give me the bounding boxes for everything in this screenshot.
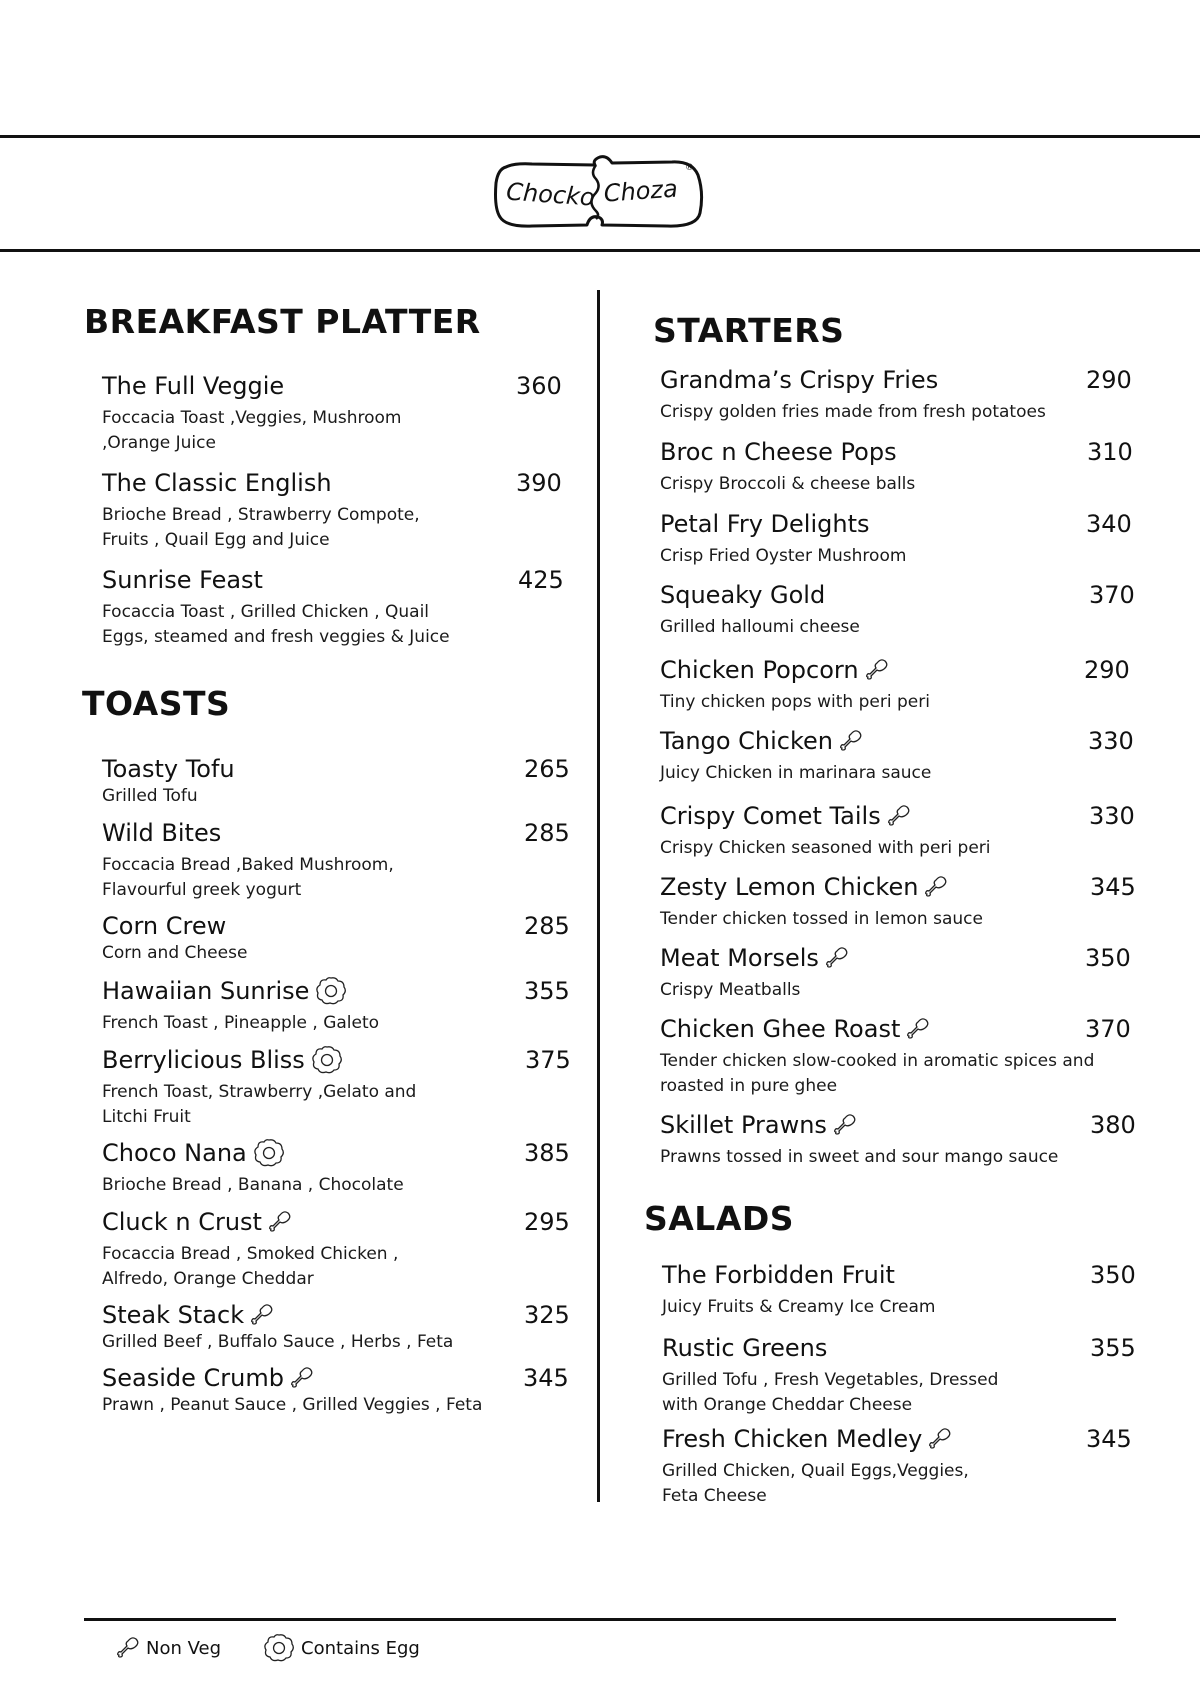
registered-mark: ® xyxy=(685,163,694,173)
menu-item-name-text: Zesty Lemon Chicken xyxy=(660,873,919,901)
menu-item xyxy=(102,1045,572,1130)
menu-item-name xyxy=(102,468,572,498)
menu-item-price: 340 xyxy=(1086,510,1132,538)
section-title-salads: SALADS xyxy=(644,1199,795,1238)
menu-item-price: 350 xyxy=(1085,944,1131,972)
menu-item xyxy=(102,818,572,903)
menu-item-price: 380 xyxy=(1090,1111,1136,1139)
menu-item-description xyxy=(660,544,1135,569)
menu-item-description-line: Grilled Beef , Buffalo Sauce , Herbs , Feta xyxy=(102,1332,454,1352)
menu-item-name xyxy=(660,801,1135,831)
menu-item-name-text: Broc n Cheese Pops xyxy=(660,438,897,466)
menu-item-name-text: Wild Bites xyxy=(102,819,222,847)
menu-item-price: 345 xyxy=(523,1364,569,1392)
menu-item-description-line: Flavourful greek yogurt xyxy=(102,880,302,900)
menu-item-name xyxy=(102,1300,572,1330)
drumstick-icon xyxy=(268,1210,292,1234)
menu-item-description-line: French Toast, Strawberry ,Gelato and xyxy=(102,1082,417,1102)
menu-item-description xyxy=(102,1011,572,1036)
menu-item-description xyxy=(662,1368,1140,1418)
menu-item xyxy=(660,580,1135,640)
menu-item-name xyxy=(660,1110,1135,1140)
menu-item-name-text: Berrylicious Bliss xyxy=(102,1046,305,1074)
menu-item-name-text: The Classic English xyxy=(102,469,332,497)
menu-item-description-line: with Orange Cheddar Cheese xyxy=(662,1395,913,1415)
menu-item-name xyxy=(660,726,1135,756)
menu-item-name-text: Corn Crew xyxy=(102,912,227,940)
menu-item-name-text: Toasty Tofu xyxy=(102,755,235,783)
drumstick-icon xyxy=(924,875,948,899)
menu-item-description xyxy=(102,1080,572,1130)
menu-item-name xyxy=(102,565,572,595)
menu-item xyxy=(662,1260,1140,1320)
menu-item-name xyxy=(102,1207,572,1237)
menu-item-price: 375 xyxy=(525,1046,571,1074)
menu-item xyxy=(102,1363,572,1418)
menu-item-description-line: Focaccia Bread , Smoked Chicken , xyxy=(102,1244,399,1264)
drumstick-icon xyxy=(116,1636,140,1660)
menu-item-price: 330 xyxy=(1089,802,1135,830)
egg-icon xyxy=(315,976,347,1006)
menu-item-price: 325 xyxy=(524,1301,570,1329)
menu-item-price: 355 xyxy=(524,977,570,1005)
menu-item xyxy=(660,872,1135,932)
menu-item-description-line: Grilled halloumi cheese xyxy=(660,617,860,637)
menu-item-description xyxy=(102,941,572,966)
egg-icon xyxy=(311,1045,343,1075)
menu-item-name xyxy=(660,872,1135,902)
column-divider xyxy=(597,290,600,1502)
drumstick-icon xyxy=(887,804,911,828)
menu-item-name xyxy=(102,818,572,848)
menu-item-description-line: Grilled Tofu , Fresh Vegetables, Dressed xyxy=(662,1370,999,1390)
menu-item-price: 265 xyxy=(524,755,570,783)
egg-icon xyxy=(263,1633,295,1663)
menu-item xyxy=(662,1333,1140,1418)
menu-item-name xyxy=(102,1138,572,1168)
menu-item xyxy=(660,1014,1135,1099)
menu-item-description-line: Focaccia Toast , Grilled Chicken , Quail xyxy=(102,602,430,622)
menu-item-price: 345 xyxy=(1090,873,1136,901)
menu-item-name-text: Meat Morsels xyxy=(660,944,819,972)
menu-item-price: 370 xyxy=(1085,1015,1131,1043)
menu-item xyxy=(660,801,1135,861)
menu-item xyxy=(102,1138,572,1198)
menu-item-description-line: Prawns tossed in sweet and sour mango sauce xyxy=(660,1147,1059,1167)
menu-item-name xyxy=(660,655,1135,685)
brand-name-left: Chocko xyxy=(505,177,596,212)
header-top-rule xyxy=(0,135,1200,138)
menu-item-description-line: Crisp Fried Oyster Mushroom xyxy=(660,546,907,566)
menu-item-price: 370 xyxy=(1089,581,1135,609)
menu-item-price: 290 xyxy=(1086,366,1132,394)
menu-item-description-line: Tender chicken tossed in lemon sauce xyxy=(660,909,983,929)
menu-item-name-text: Seaside Crumb xyxy=(102,1364,284,1392)
menu-item-name xyxy=(662,1333,1140,1363)
menu-item-name-text: Petal Fry Delights xyxy=(660,510,870,538)
menu-item-name-text: Grandma’s Crispy Fries xyxy=(660,366,939,394)
menu-item-description xyxy=(102,1173,572,1198)
menu-item-name-text: Tango Chicken xyxy=(660,727,834,755)
legend-egg-label: Contains Egg xyxy=(301,1637,420,1659)
menu-item xyxy=(102,911,572,966)
menu-item-description-line: Brioche Bread , Strawberry Compote, xyxy=(102,505,420,525)
menu-item-name xyxy=(660,580,1135,610)
menu-item-description xyxy=(660,472,1135,497)
menu-item xyxy=(660,509,1135,569)
menu-item-description-line: Grilled Chicken, Quail Eggs,Veggies, xyxy=(662,1461,969,1481)
menu-item-description xyxy=(660,615,1135,640)
menu-item-name-text: Sunrise Feast xyxy=(102,566,263,594)
menu-item-name-text: Hawaiian Sunrise xyxy=(102,977,310,1005)
menu-item-description-line: Fruits , Quail Egg and Juice xyxy=(102,530,330,550)
legend-non-veg-label: Non Veg xyxy=(146,1637,222,1659)
menu-item-name xyxy=(660,509,1135,539)
drumstick-icon xyxy=(906,1017,930,1041)
menu-item-description xyxy=(660,1145,1135,1170)
menu-item xyxy=(660,365,1135,425)
menu-item-description-line: Corn and Cheese xyxy=(102,943,248,963)
menu-item-description-line: Foccacia Bread ,Baked Mushroom, xyxy=(102,855,394,875)
menu-item-description-line: Prawn , Peanut Sauce , Grilled Veggies , Feta xyxy=(102,1395,483,1415)
menu-item-name xyxy=(102,754,572,784)
menu-item xyxy=(660,1110,1135,1170)
menu-item-name-text: The Forbidden Fruit xyxy=(662,1261,895,1289)
menu-item-description-line: Grilled Tofu xyxy=(102,786,198,806)
menu-item-description xyxy=(660,400,1135,425)
drumstick-icon xyxy=(833,1113,857,1137)
menu-item-name-text: Skillet Prawns xyxy=(660,1111,827,1139)
menu-item-description-line: Crispy golden fries made from fresh potatoes xyxy=(660,402,1046,422)
menu-item-name-text: Chicken Ghee Roast xyxy=(660,1015,901,1043)
brand-logo xyxy=(492,153,707,233)
menu-item-description-line: Tiny chicken pops with peri peri xyxy=(660,692,930,712)
menu-item-name-text: Fresh Chicken Medley xyxy=(662,1425,923,1453)
menu-item xyxy=(102,468,572,553)
menu-item-name-text: Rustic Greens xyxy=(662,1334,828,1362)
menu-item-description xyxy=(662,1459,1140,1509)
legend-egg xyxy=(257,1633,420,1663)
menu-item-description-line: Crispy Chicken seasoned with peri peri xyxy=(660,838,991,858)
menu-item-description-line: Juicy Fruits & Creamy Ice Cream xyxy=(662,1297,936,1317)
menu-item-price: 385 xyxy=(524,1139,570,1167)
menu-item-description-line: French Toast , Pineapple , Galeto xyxy=(102,1013,380,1033)
menu-item xyxy=(102,565,572,650)
menu-item xyxy=(660,726,1135,786)
menu-item-name xyxy=(102,911,572,941)
section-title-toasts: TOASTS xyxy=(82,684,231,723)
menu-item-description-line: Juicy Chicken in marinara sauce xyxy=(660,763,932,783)
menu-item-name xyxy=(102,1045,572,1075)
menu-item-description xyxy=(102,1242,572,1292)
menu-item xyxy=(660,437,1135,497)
menu-item-description xyxy=(102,600,572,650)
menu-item-name xyxy=(102,976,572,1006)
menu-item-name-text: Squeaky Gold xyxy=(660,581,826,609)
menu-item-name xyxy=(660,437,1135,467)
menu-item-name-text: Steak Stack xyxy=(102,1301,245,1329)
menu-item xyxy=(662,1424,1140,1509)
menu-item-name xyxy=(660,365,1135,395)
menu-item-description-line: roasted in pure ghee xyxy=(660,1076,838,1096)
menu-item-name xyxy=(660,1014,1135,1044)
menu-item-description-line: Litchi Fruit xyxy=(102,1107,191,1127)
menu-item-name-text: Crispy Comet Tails xyxy=(660,802,881,830)
menu-item-price: 295 xyxy=(524,1208,570,1236)
menu-item-price: 285 xyxy=(524,912,570,940)
menu-item-price: 390 xyxy=(516,469,562,497)
menu-item-description xyxy=(660,761,1135,786)
drumstick-icon xyxy=(865,658,889,682)
menu-item-name xyxy=(662,1260,1140,1290)
menu-item-description-line: Alfredo, Orange Cheddar xyxy=(102,1269,314,1289)
legend-non-veg xyxy=(110,1636,221,1660)
menu-item-description xyxy=(102,853,572,903)
header-bottom-rule xyxy=(0,249,1200,252)
menu-item-description xyxy=(662,1295,1140,1320)
menu-item-description-line: Eggs, steamed and fresh veggies & Juice xyxy=(102,627,450,647)
menu-item-description xyxy=(660,836,1135,861)
menu-item-description xyxy=(102,1393,572,1418)
menu-item-price: 290 xyxy=(1084,656,1130,684)
menu-item-description xyxy=(102,503,572,553)
menu-item-name xyxy=(662,1424,1140,1454)
menu-item-description xyxy=(660,978,1135,1003)
menu-item xyxy=(102,1207,572,1292)
drumstick-icon xyxy=(928,1427,952,1451)
menu-item-price: 330 xyxy=(1088,727,1134,755)
menu-item xyxy=(660,943,1135,1003)
menu-item-description-line: Crispy Broccoli & cheese balls xyxy=(660,474,916,494)
menu-item-price: 425 xyxy=(518,566,564,594)
egg-icon xyxy=(253,1138,285,1168)
legend xyxy=(110,1633,456,1663)
section-title-breakfast: BREAKFAST PLATTER xyxy=(84,302,481,341)
menu-item xyxy=(660,655,1135,715)
menu-item-description-line: ,Orange Juice xyxy=(102,433,216,453)
menu-item-name-text: The Full Veggie xyxy=(102,372,285,400)
menu-item-description-line: Tender chicken slow-cooked in aromatic spices and xyxy=(660,1051,1095,1071)
menu-item-description xyxy=(660,690,1135,715)
menu-item-description xyxy=(660,1049,1135,1099)
menu-item-name xyxy=(102,371,572,401)
menu-item xyxy=(102,1300,572,1355)
drumstick-icon xyxy=(825,946,849,970)
menu-item xyxy=(102,371,572,456)
menu-item-name-text: Choco Nana xyxy=(102,1139,247,1167)
menu-item-price: 310 xyxy=(1087,438,1133,466)
section-title-starters: STARTERS xyxy=(653,311,845,350)
menu-item-description-line: Foccacia Toast ,Veggies, Mushroom xyxy=(102,408,402,428)
menu-item-name-text: Chicken Popcorn xyxy=(660,656,859,684)
drumstick-icon xyxy=(839,729,863,753)
menu-item-price: 345 xyxy=(1086,1425,1132,1453)
drumstick-icon xyxy=(250,1303,274,1327)
drumstick-icon xyxy=(290,1366,314,1390)
menu-item-description-line: Brioche Bread , Banana , Chocolate xyxy=(102,1175,404,1195)
menu-item-price: 355 xyxy=(1090,1334,1136,1362)
menu-item-name-text: Cluck n Crust xyxy=(102,1208,262,1236)
menu-item-price: 360 xyxy=(516,372,562,400)
menu-item-description xyxy=(102,784,572,809)
footer-rule xyxy=(84,1618,1116,1621)
brand-name-right: Choza xyxy=(602,174,679,208)
menu-item-price: 350 xyxy=(1090,1261,1136,1289)
menu-item-description xyxy=(102,406,572,456)
menu-item-price: 285 xyxy=(524,819,570,847)
menu-item-description xyxy=(660,907,1135,932)
menu-item-description-line: Feta Cheese xyxy=(662,1486,767,1506)
menu-item-description xyxy=(102,1330,572,1355)
menu-item-name xyxy=(102,1363,572,1393)
menu-item-description-line: Crispy Meatballs xyxy=(660,980,801,1000)
menu-item xyxy=(102,976,572,1036)
menu-item xyxy=(102,754,572,809)
menu-item-name xyxy=(660,943,1135,973)
